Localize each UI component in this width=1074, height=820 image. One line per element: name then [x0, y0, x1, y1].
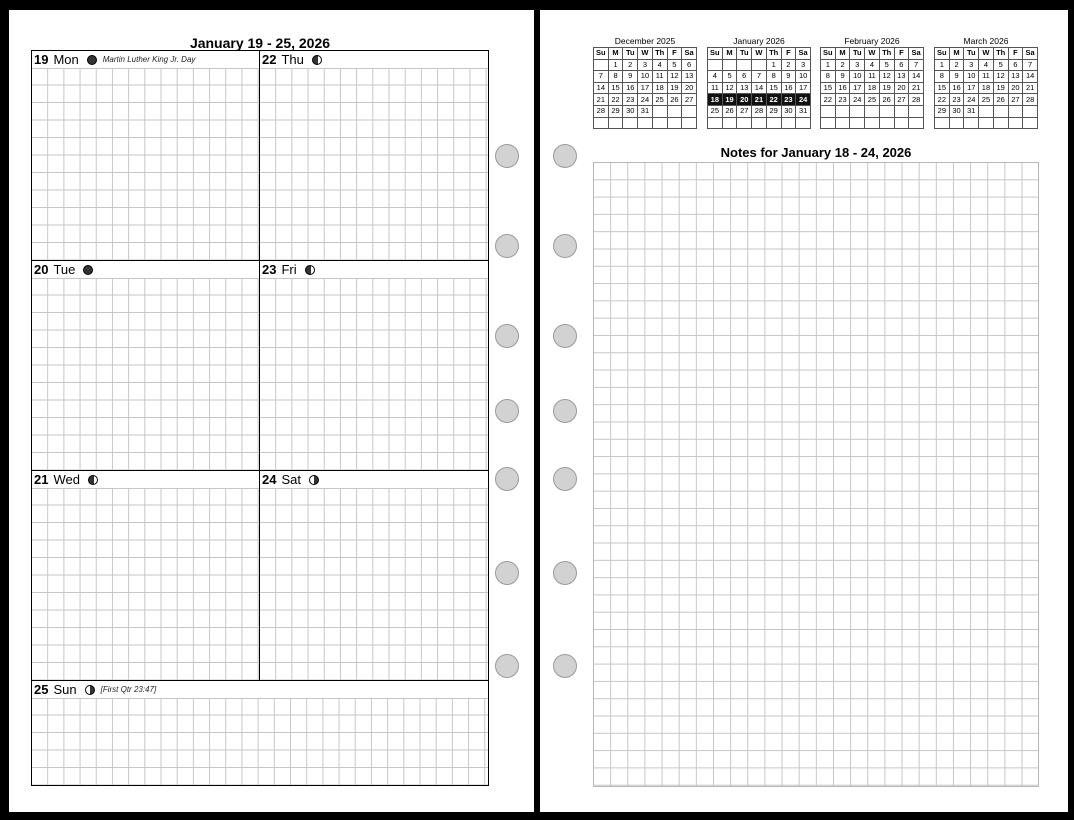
calendar-date[interactable]: 12 [722, 82, 737, 94]
binder-hole [495, 467, 519, 491]
weekday-header: M [722, 48, 737, 60]
calendar-date[interactable]: 10 [796, 71, 811, 83]
calendar-date [879, 105, 894, 117]
binder-hole [495, 561, 519, 585]
mini-calendar-title: March 2026 [963, 36, 1009, 46]
new-moon-icon [87, 55, 97, 65]
calendar-date[interactable]: 7 [594, 71, 609, 83]
weekday-header: Tu [623, 48, 638, 60]
calendar-date[interactable]: 1 [608, 59, 623, 71]
weekday-header: Su [821, 48, 836, 60]
calendar-date[interactable]: 9 [949, 71, 964, 83]
calendar-date[interactable]: 30 [781, 105, 796, 117]
calendar-date [1023, 105, 1038, 117]
waxing-crescent-moon-icon [312, 55, 322, 65]
weekday-header: Tu [850, 48, 865, 60]
calendar-date[interactable]: 10 [850, 71, 865, 83]
calendar-date [722, 117, 737, 129]
mini-calendar-table [707, 47, 811, 129]
weekly-page [9, 10, 534, 812]
weekday-header: Th [652, 48, 667, 60]
calendar-date[interactable]: 31 [638, 105, 653, 117]
calendar-date[interactable]: 28 [594, 105, 609, 117]
calendar-date[interactable]: 16 [835, 82, 850, 94]
calendar-date[interactable]: 6 [1008, 59, 1023, 71]
day-box-sun[interactable] [32, 681, 488, 785]
calendar-date[interactable]: 16 [949, 82, 964, 94]
calendar-date [623, 117, 638, 129]
day-name: Wed [53, 472, 80, 487]
calendar-date[interactable]: 12 [667, 71, 682, 83]
weekday-header: F [894, 48, 909, 60]
binder-hole [495, 324, 519, 348]
binder-hole [553, 467, 577, 491]
calendar-date[interactable]: 24 [796, 94, 811, 106]
calendar-date [737, 59, 752, 71]
day-box-tue[interactable] [32, 261, 260, 471]
mini-calendar-title: December 2025 [614, 36, 676, 46]
binder-hole [553, 144, 577, 168]
mini-calendar [820, 36, 924, 129]
weekday-header: W [752, 48, 767, 60]
calendar-date [1008, 105, 1023, 117]
calendar-date[interactable]: 3 [796, 59, 811, 71]
calendar-date [652, 117, 667, 129]
calendar-date [608, 117, 623, 129]
weekday-header: M [949, 48, 964, 60]
calendar-date[interactable]: 27 [682, 94, 697, 106]
calendar-date [865, 105, 880, 117]
calendar-date[interactable]: 17 [796, 82, 811, 94]
calendar-date [682, 117, 697, 129]
day-box-fri[interactable] [260, 261, 488, 471]
day-number: 20 [34, 262, 49, 277]
calendar-date[interactable]: 27 [737, 105, 752, 117]
calendar-date[interactable]: 25 [979, 94, 994, 106]
calendar-date [682, 105, 697, 117]
calendar-date [979, 117, 994, 129]
calendar-date[interactable]: 15 [821, 82, 836, 94]
calendar-date[interactable]: 8 [608, 71, 623, 83]
day-header [32, 471, 260, 489]
weekday-header: Tu [964, 48, 979, 60]
calendar-date[interactable]: 17 [964, 82, 979, 94]
day-number: 23 [262, 262, 277, 277]
day-header [260, 471, 488, 489]
first-quarter-moon-icon [309, 475, 319, 485]
day-header [32, 681, 488, 699]
calendar-date[interactable]: 23 [623, 94, 638, 106]
calendar-date[interactable]: 14 [594, 82, 609, 94]
calendar-date[interactable]: 9 [835, 71, 850, 83]
calendar-date [894, 105, 909, 117]
calendar-date[interactable]: 12 [879, 71, 894, 83]
calendar-date[interactable]: 10 [964, 71, 979, 83]
binder-hole [553, 234, 577, 258]
calendar-date [850, 105, 865, 117]
calendar-date[interactable]: 5 [993, 59, 1008, 71]
calendar-date[interactable]: 21 [752, 94, 767, 106]
calendar-date[interactable]: 26 [879, 94, 894, 106]
calendar-date[interactable]: 4 [979, 59, 994, 71]
binder-hole [495, 234, 519, 258]
notes-grid[interactable] [593, 162, 1039, 787]
calendar-date[interactable]: 9 [781, 71, 796, 83]
day-number: 22 [262, 52, 277, 67]
calendar-date [993, 117, 1008, 129]
calendar-date[interactable]: 26 [993, 94, 1008, 106]
new-moon-icon [83, 265, 93, 275]
calendar-date[interactable]: 6 [737, 71, 752, 83]
calendar-date [879, 117, 894, 129]
calendar-date [796, 117, 811, 129]
calendar-date[interactable]: 8 [766, 71, 781, 83]
weekday-header: Th [879, 48, 894, 60]
calendar-date[interactable]: 19 [879, 82, 894, 94]
calendar-date[interactable]: 2 [835, 59, 850, 71]
weekday-header: Sa [1023, 48, 1038, 60]
day-number: 24 [262, 472, 277, 487]
day-header [260, 261, 488, 279]
calendar-date[interactable]: 14 [909, 71, 924, 83]
weekday-header: M [835, 48, 850, 60]
mini-calendar [934, 36, 1038, 129]
weekday-header: Su [594, 48, 609, 60]
calendar-date[interactable]: 31 [964, 105, 979, 117]
calendar-date [909, 105, 924, 117]
calendar-date[interactable]: 23 [781, 94, 796, 106]
mini-calendar [593, 36, 697, 129]
mini-calendar-table [593, 47, 697, 129]
day-number: 25 [34, 682, 49, 697]
calendar-date[interactable]: 13 [737, 82, 752, 94]
calendar-date[interactable]: 26 [667, 94, 682, 106]
calendar-date[interactable]: 22 [935, 94, 950, 106]
day-number: 21 [34, 472, 49, 487]
notes-title: Notes for January 18 - 24, 2026 [720, 145, 912, 160]
weekday-header: M [608, 48, 623, 60]
calendar-date[interactable]: 4 [865, 59, 880, 71]
calendar-date[interactable]: 2 [949, 59, 964, 71]
calendar-date [766, 117, 781, 129]
calendar-date[interactable]: 1 [821, 59, 836, 71]
calendar-date[interactable]: 16 [623, 82, 638, 94]
week-title: January 19 - 25, 2026 [189, 35, 331, 51]
weekday-header: Sa [796, 48, 811, 60]
weekday-header: F [667, 48, 682, 60]
calendar-date[interactable]: 28 [1023, 94, 1038, 106]
calendar-date[interactable]: 16 [781, 82, 796, 94]
calendar-date[interactable]: 20 [737, 94, 752, 106]
binder-hole [553, 561, 577, 585]
weekday-header: F [1008, 48, 1023, 60]
calendar-date[interactable]: 21 [909, 82, 924, 94]
calendar-date[interactable]: 18 [652, 82, 667, 94]
calendar-date[interactable]: 1 [935, 59, 950, 71]
calendar-date[interactable]: 6 [682, 59, 697, 71]
calendar-date [594, 59, 609, 71]
calendar-date[interactable]: 29 [608, 105, 623, 117]
day-name: Tue [53, 262, 76, 277]
calendar-date [1023, 117, 1038, 129]
day-box-wed[interactable] [32, 471, 260, 681]
day-name: Thu [281, 52, 304, 67]
calendar-date[interactable]: 29 [935, 105, 950, 117]
first-quarter-moon-icon [85, 685, 95, 695]
calendar-date[interactable]: 27 [1008, 94, 1023, 106]
day-box-thu[interactable] [260, 51, 488, 261]
calendar-date[interactable]: 1 [766, 59, 781, 71]
calendar-date[interactable]: 18 [865, 82, 880, 94]
calendar-date[interactable]: 23 [949, 94, 964, 106]
calendar-date[interactable]: 10 [638, 71, 653, 83]
calendar-date[interactable]: 11 [865, 71, 880, 83]
calendar-date [964, 117, 979, 129]
day-header [260, 51, 488, 69]
binder-hole [495, 144, 519, 168]
calendar-date[interactable]: 25 [708, 105, 723, 117]
calendar-date [708, 59, 723, 71]
mini-calendar [707, 36, 811, 129]
binder-hole [553, 654, 577, 678]
binder-hole [553, 399, 577, 423]
day-header [32, 261, 260, 279]
calendar-date [722, 59, 737, 71]
calendar-date [909, 117, 924, 129]
calendar-date [821, 105, 836, 117]
calendar-date[interactable]: 4 [708, 71, 723, 83]
waxing-crescent-moon-icon [88, 475, 98, 485]
calendar-date [835, 117, 850, 129]
calendar-date[interactable]: 21 [594, 94, 609, 106]
weekday-header: Th [993, 48, 1008, 60]
moon-phase-note: [First Qtr 23:47] [100, 685, 157, 694]
calendar-date [667, 117, 682, 129]
calendar-date[interactable]: 21 [1023, 82, 1038, 94]
calendar-date[interactable]: 9 [623, 71, 638, 83]
calendar-date[interactable]: 18 [979, 82, 994, 94]
calendar-date[interactable]: 22 [821, 94, 836, 106]
calendar-date[interactable]: 24 [850, 94, 865, 106]
calendar-date[interactable]: 20 [894, 82, 909, 94]
calendar-date[interactable]: 25 [652, 94, 667, 106]
mini-calendar-table [820, 47, 924, 129]
calendar-date[interactable]: 2 [623, 59, 638, 71]
weekday-header: W [865, 48, 880, 60]
calendar-date[interactable]: 31 [796, 105, 811, 117]
calendar-date[interactable]: 24 [638, 94, 653, 106]
days-grid [31, 50, 489, 786]
calendar-date[interactable]: 2 [781, 59, 796, 71]
day-number: 19 [34, 52, 49, 67]
calendar-date [821, 117, 836, 129]
calendar-date[interactable]: 15 [766, 82, 781, 94]
calendar-date [979, 105, 994, 117]
calendar-date[interactable]: 4 [652, 59, 667, 71]
calendar-date[interactable]: 8 [935, 71, 950, 83]
calendar-date[interactable]: 24 [964, 94, 979, 106]
calendar-date [781, 117, 796, 129]
calendar-date [752, 117, 767, 129]
weekday-header: F [781, 48, 796, 60]
calendar-date[interactable]: 15 [608, 82, 623, 94]
day-box-sat[interactable] [260, 471, 488, 681]
calendar-date[interactable]: 17 [850, 82, 865, 94]
weekday-header: Su [935, 48, 950, 60]
waxing-crescent-moon-icon [305, 265, 315, 275]
calendar-date[interactable]: 11 [708, 82, 723, 94]
calendar-date[interactable]: 18 [708, 94, 723, 106]
calendar-date[interactable]: 3 [964, 59, 979, 71]
mini-calendar-table [934, 47, 1038, 129]
calendar-date[interactable]: 7 [1023, 59, 1038, 71]
calendar-date[interactable]: 5 [722, 71, 737, 83]
calendar-date[interactable]: 30 [949, 105, 964, 117]
calendar-date[interactable]: 13 [682, 71, 697, 83]
calendar-date[interactable]: 13 [1008, 71, 1023, 83]
calendar-date[interactable]: 27 [894, 94, 909, 106]
calendar-date [1008, 117, 1023, 129]
calendar-date[interactable]: 8 [821, 71, 836, 83]
column-divider [259, 51, 260, 681]
calendar-date [850, 117, 865, 129]
calendar-date [708, 117, 723, 129]
binder-hole [495, 654, 519, 678]
holiday-note: Martin Luther King Jr. Day [102, 55, 196, 64]
calendar-date[interactable]: 26 [722, 105, 737, 117]
mini-calendar-title: February 2026 [844, 36, 900, 46]
calendar-date [894, 117, 909, 129]
calendar-date[interactable]: 28 [752, 105, 767, 117]
calendar-date[interactable]: 13 [894, 71, 909, 83]
calendar-date[interactable]: 3 [638, 59, 653, 71]
binder-hole [495, 399, 519, 423]
day-box-mon[interactable] [32, 51, 260, 261]
calendar-date [865, 117, 880, 129]
calendar-date[interactable]: 11 [979, 71, 994, 83]
calendar-date[interactable]: 7 [752, 71, 767, 83]
calendar-date[interactable]: 20 [682, 82, 697, 94]
calendar-date [667, 105, 682, 117]
notes-page [540, 10, 1068, 812]
row-divider [32, 470, 488, 471]
day-name: Sun [53, 682, 77, 697]
calendar-date [638, 117, 653, 129]
calendar-date [993, 105, 1008, 117]
calendar-date[interactable]: 7 [909, 59, 924, 71]
calendar-date[interactable]: 5 [879, 59, 894, 71]
day-name: Sat [281, 472, 301, 487]
weekday-header: Tu [737, 48, 752, 60]
row-divider [32, 680, 488, 681]
weekday-header: Su [708, 48, 723, 60]
calendar-date[interactable]: 28 [909, 94, 924, 106]
calendar-date [935, 117, 950, 129]
weekday-header: Sa [909, 48, 924, 60]
row-divider [32, 260, 488, 261]
calendar-date [835, 105, 850, 117]
calendar-date[interactable]: 20 [1008, 82, 1023, 94]
calendar-date[interactable]: 12 [993, 71, 1008, 83]
day-header [32, 51, 260, 69]
calendar-date[interactable]: 5 [667, 59, 682, 71]
calendar-date[interactable]: 14 [752, 82, 767, 94]
calendar-date[interactable]: 3 [850, 59, 865, 71]
weekday-header: Sa [682, 48, 697, 60]
day-name: Mon [53, 52, 79, 67]
calendar-date[interactable]: 25 [865, 94, 880, 106]
calendar-date[interactable]: 11 [652, 71, 667, 83]
calendar-date [949, 117, 964, 129]
calendar-date[interactable]: 6 [894, 59, 909, 71]
weekday-header: W [979, 48, 994, 60]
calendar-date[interactable]: 19 [722, 94, 737, 106]
calendar-date [594, 117, 609, 129]
calendar-date[interactable]: 22 [766, 94, 781, 106]
calendar-date[interactable]: 17 [638, 82, 653, 94]
calendar-date[interactable]: 15 [935, 82, 950, 94]
mini-calendar-title: January 2026 [733, 36, 785, 46]
weekday-header: W [638, 48, 653, 60]
calendar-date [652, 105, 667, 117]
calendar-date[interactable]: 19 [667, 82, 682, 94]
calendar-date [737, 117, 752, 129]
calendar-date[interactable]: 14 [1023, 71, 1038, 83]
calendar-date [752, 59, 767, 71]
calendar-date[interactable]: 29 [766, 105, 781, 117]
calendar-date[interactable]: 23 [835, 94, 850, 106]
calendar-date[interactable]: 22 [608, 94, 623, 106]
calendar-date[interactable]: 19 [993, 82, 1008, 94]
weekday-header: Th [766, 48, 781, 60]
day-name: Fri [281, 262, 297, 277]
binder-hole [553, 324, 577, 348]
calendar-date[interactable]: 30 [623, 105, 638, 117]
